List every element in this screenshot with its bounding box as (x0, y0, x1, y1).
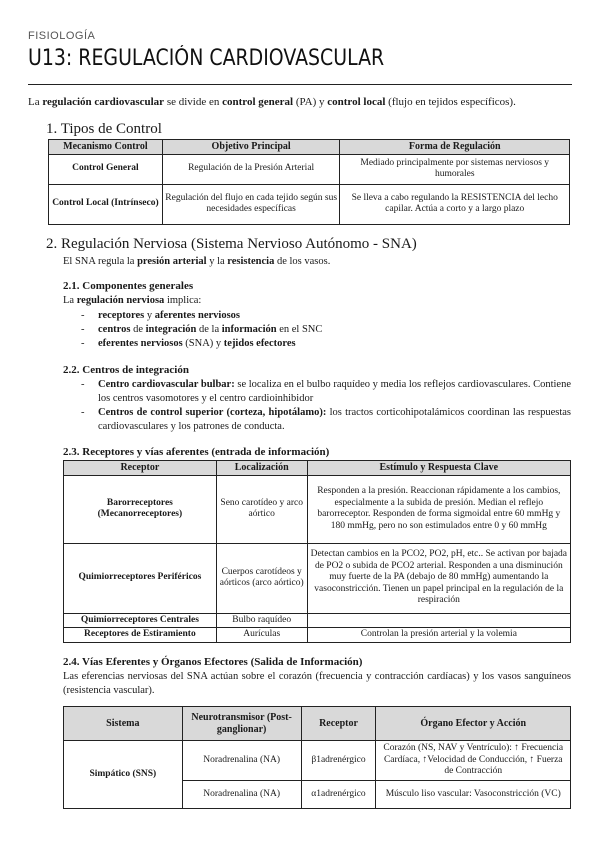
table-row (64, 475, 571, 543)
section-2-4-heading: 2.4. Vías Eferentes y Órganos Efectores (Salida de Información) (63, 656, 363, 668)
table-cell: Quimiorreceptores Periféricos (64, 543, 217, 613)
table-cell: Quimiorreceptores Centrales (64, 613, 217, 628)
table-cell: Control General (49, 154, 163, 184)
table-row (64, 543, 571, 613)
column-header: Objetivo Principal (162, 140, 340, 155)
table-cell: β1adrenérgico (301, 741, 376, 781)
column-header: Receptor (301, 707, 376, 741)
table-cell: Corazón (NS, NAV y Ventrículo): ↑ Frecuencia Cardíaca, ↑Velocidad de Conducción, ↑ Fuerza de Contracción (376, 741, 571, 781)
table-cell: Noradrenalina (NA) (182, 781, 301, 809)
table-cell: Barorreceptores (Mecanorreceptores) (64, 475, 217, 543)
section-2-2-heading: 2.2. Centros de integración (63, 364, 189, 376)
integration-centers-list (63, 378, 571, 434)
table-cell: Noradrenalina (NA) (182, 741, 301, 781)
table-row (49, 154, 570, 184)
section-2-1-lead: La regulación nerviosa implica: (63, 295, 202, 306)
control-types-table (48, 139, 570, 225)
table-cell: Bulbo raquídeo (216, 613, 307, 628)
components-list (63, 309, 563, 351)
table-row (64, 741, 571, 781)
efferents-table (63, 706, 571, 809)
table-cell: Controlan la presión arterial y la volemia (307, 628, 570, 643)
table-cell: Simpático (SNS) (64, 741, 183, 809)
column-header: Localización (216, 461, 307, 476)
table-cell: Control Local (Intrínseco) (49, 184, 163, 224)
table-header-row (64, 707, 571, 741)
title-divider (28, 84, 572, 85)
column-header: Neurotransmisor (Post-ganglionar) (182, 707, 301, 741)
section-1-heading: 1. Tipos de Control (46, 121, 162, 137)
section-2-heading: 2. Regulación Nerviosa (Sistema Nervioso Autónomo - SNA) (46, 236, 417, 252)
table-cell: Aurículas (216, 628, 307, 643)
list-item: - eferentes nerviosos (SNA) y tejidos efectores (63, 337, 563, 351)
table-cell: α1adrenérgico (301, 781, 376, 809)
table-cell: Regulación del flujo en cada tejido según sus necesidades específicas (162, 184, 340, 224)
table-cell: Seno carotídeo y arco aórtico (216, 475, 307, 543)
section-2-intro: El SNA regula la presión arterial y la resistencia de los vasos. (63, 256, 331, 267)
column-header: Forma de Regulación (340, 140, 570, 155)
list-item: - receptores y aferentes nerviosos (63, 309, 563, 323)
column-header: Mecanismo Control (49, 140, 163, 155)
section-2-3-heading: 2.3. Receptores y vías aferentes (entrada de información) (63, 446, 330, 458)
column-header: Estímulo y Respuesta Clave (307, 461, 570, 476)
table-cell: Responden a la presión. Reaccionan rápidamente a los cambios, especialmente a la subida de presión. Median el reflejo barorreceptor. Responden de forma sigmoidal entre 60 mmHg y 180 mmHg, pero no son estimulados entre 0 y 60 mmHg (307, 475, 570, 543)
table-cell: Detectan cambios en la PCO2, PO2, pH, etc.. Se activan por bajada de PO2 o subida de PCO2 arterial. Responden a una disminución muy fuerte de la PA (debajo de 80 mmHg) aumentando la vasoconstricción. Tienen un papel principal en la regulación de la respiración (307, 543, 570, 613)
table-row (64, 628, 571, 643)
intro-paragraph: La regulación cardiovascular se divide en control general (PA) y control local (flujo en tejidos específicos). (28, 96, 516, 108)
table-cell: Receptores de Estiramiento (64, 628, 217, 643)
list-item: - Centro cardiovascular bulbar: se localiza en el bulbo raquídeo y media los reflejos cardiovasculares. Contiene los centros vasomotores y el centro cardioinhibidor (63, 378, 571, 406)
subject-label: FISIOLOGÍA (28, 30, 96, 42)
table-row (64, 613, 571, 628)
page-title: U13: REGULACIÓN CARDIOVASCULAR (28, 46, 385, 71)
table-header-row (49, 140, 570, 155)
table-header-row (64, 461, 571, 476)
list-item: - Centros de control superior (corteza, hipotálamo): los tractos corticohipotalámicos coordinan las respuestas cardiovasculares y los patrones de conducta. (63, 406, 571, 434)
section-2-1-heading: 2.1. Componentes generales (63, 280, 194, 292)
table-cell: Mediado principalmente por sistemas nerviosos y humorales (340, 154, 570, 184)
table-cell: Regulación de la Presión Arterial (162, 154, 340, 184)
section-2-4-text: Las eferencias nerviosas del SNA actúan sobre el corazón (frecuencia y contracción cardíacas) y los vasos sanguíneos (resistencia vascular). (63, 671, 571, 696)
column-header: Órgano Efector y Acción (376, 707, 571, 741)
table-cell: Cuerpos carotídeos y aórticos (arco aórtico) (216, 543, 307, 613)
table-cell: Músculo liso vascular: Vasoconstricción (VC) (376, 781, 571, 809)
list-item: - centros de integración de la información en el SNC (63, 323, 563, 337)
table-row (49, 184, 570, 224)
table-cell: Se lleva a cabo regulando la RESISTENCIA del lecho capilar. Actúa a corto y a largo plazo (340, 184, 570, 224)
column-header: Receptor (64, 461, 217, 476)
column-header: Sistema (64, 707, 183, 741)
table-cell (307, 613, 570, 628)
receptors-table (63, 460, 571, 643)
